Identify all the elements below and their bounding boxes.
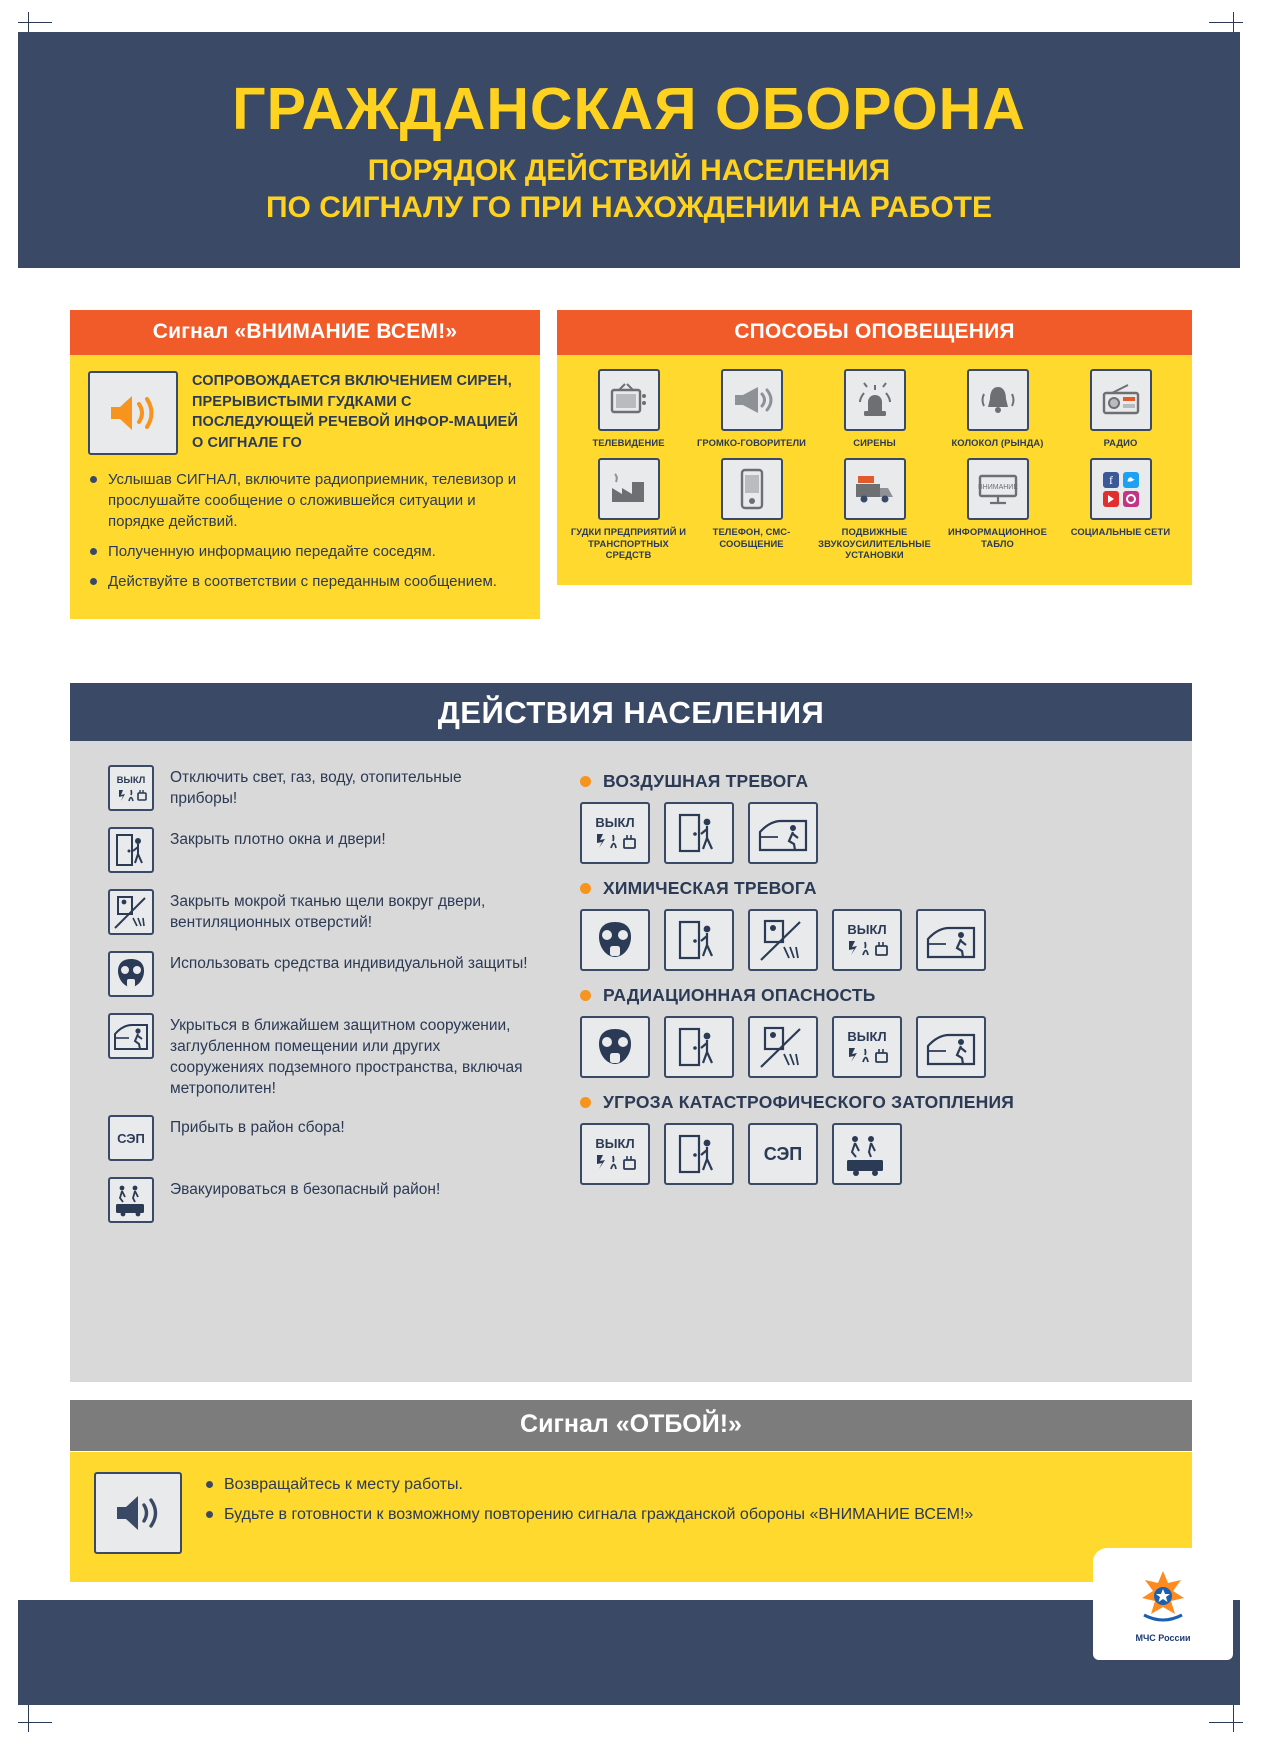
otboy-bullet-list [204, 1472, 973, 1535]
loudspeaker-icon [721, 369, 783, 431]
actions-body [70, 741, 1192, 1382]
assembly-point-label: СЭП [117, 1130, 145, 1146]
poster-header [18, 32, 1240, 268]
list-item-text: Отключить свет, газ, воду, отопительные приборы! [170, 769, 462, 808]
otboy-body [70, 1452, 1192, 1582]
footer-bar [18, 1600, 1240, 1705]
svg-text:ВЫКЛ: ВЫКЛ [595, 1136, 635, 1151]
power-off-icon [580, 802, 650, 864]
actions-heading: ДЕЙСТВИЯ НАСЕЛЕНИЯ [70, 683, 1192, 745]
alarm-icon-row [580, 1016, 1160, 1078]
notification-item-social [1062, 458, 1180, 560]
close-doors-windows-icon [664, 909, 734, 971]
svg-text:ВЫКЛ: ВЫКЛ [116, 775, 146, 786]
signal-panel-heading: Сигнал «ВНИМАНИЕ ВСЕМ!» [70, 310, 540, 355]
notification-item-label: ПОДВИЖНЫЕ ЗВУКОУСИЛИТЕЛЬНЫЕ УСТАНОВКИ [818, 526, 931, 561]
crop-mark [1209, 1722, 1243, 1723]
close-doors-windows-icon [664, 802, 734, 864]
crop-mark [1209, 22, 1243, 23]
bullet-dot-icon [580, 776, 591, 787]
evacuation-bus-icon [832, 1123, 902, 1185]
power-off-icon [832, 1016, 902, 1078]
alarm-icon-row [580, 1123, 1160, 1185]
factory-icon [598, 458, 660, 520]
speaker-icon [88, 371, 178, 455]
list-item [108, 1115, 528, 1161]
gas-mask-icon [108, 951, 154, 997]
notification-item-info-board [939, 458, 1057, 560]
loudspeaker-van-icon [844, 458, 906, 520]
list-item-text: Использовать средства индивидуальной защиты! [170, 955, 528, 972]
assembly-point-label: СЭП [763, 1143, 803, 1164]
actions-left-list [108, 765, 528, 1239]
seal-gaps-icon [108, 889, 154, 935]
notification-item-factory [570, 458, 688, 560]
svg-text:ВНИМАНИЕ: ВНИМАНИЕ [977, 484, 1018, 492]
list-item: Возвращайтесь к месту работы. [204, 1474, 973, 1496]
information-board-icon [967, 458, 1029, 520]
close-doors-windows-icon [108, 827, 154, 873]
notification-item-label: ИНФОРМАЦИОННОЕ ТАБЛО [948, 526, 1047, 549]
notification-item-label: ТЕЛЕФОН, СМС-СООБЩЕНИЕ [712, 526, 791, 549]
list-item: Будьте в готовности к возможному повторению сигнала гражданской обороны «ВНИМАНИЕ ВСЕМ!» [204, 1504, 973, 1526]
list-item [108, 765, 528, 811]
signal-description: СОПРОВОЖДАЕТСЯ ВКЛЮЧЕНИЕМ СИРЕН, ПРЕРЫВИСТЫМИ ГУДКАМИ С ПОСЛЕДУЮЩЕЙ РЕЧЕВОЙ ИНФОР-МАЦИЕЙ О СИГНАЛЕ ГО [192, 373, 518, 451]
list-item-text: Эвакуироваться в безопасный район! [170, 1181, 441, 1199]
evacuation-bus-icon [108, 1177, 154, 1223]
alarm-title-text: ХИМИЧЕСКАЯ ТРЕВОГА [603, 878, 817, 898]
list-item [108, 1177, 528, 1223]
assembly-point-icon [108, 1115, 154, 1161]
list-item-text: Закрыть мокрой тканью щели вокруг двери, вентиляционных отверстий! [170, 893, 486, 932]
notification-item-bell [939, 369, 1057, 448]
list-item [108, 889, 528, 935]
shelter-icon [916, 1016, 986, 1078]
list-item-text: Закрыть плотно окна и двери! [170, 831, 386, 848]
list-item: Действуйте в соответствии с переданным сообщением. [88, 571, 522, 592]
speaker-mute-icon [94, 1472, 182, 1554]
emblem-label: МЧС России [1135, 1633, 1191, 1643]
power-off-icon [108, 765, 154, 811]
page-subtitle [266, 152, 992, 227]
radio-icon [1090, 369, 1152, 431]
alarm-title-text: УГРОЗА КАТАСТРОФИЧЕСКОГО ЗАТОПЛЕНИЯ [603, 1092, 1015, 1112]
alarm-title-text: РАДИАЦИОННАЯ ОПАСНОСТЬ [603, 985, 876, 1005]
close-doors-windows-icon [664, 1016, 734, 1078]
list-item [108, 827, 528, 873]
power-off-icon [580, 1123, 650, 1185]
tv-icon [598, 369, 660, 431]
shelter-icon [108, 1013, 154, 1059]
svg-text:f: f [1108, 473, 1113, 488]
mobile-phone-icon [721, 458, 783, 520]
notification-item-radio [1062, 369, 1180, 448]
close-doors-windows-icon [664, 1123, 734, 1185]
seal-gaps-icon [748, 1016, 818, 1078]
siren-icon [844, 369, 906, 431]
bell-icon [967, 369, 1029, 431]
alarm-title-radiation [580, 985, 1160, 1006]
shelter-icon [748, 802, 818, 864]
alarm-icon-row [580, 909, 1160, 971]
notification-item-sirens [816, 369, 934, 448]
list-item [108, 951, 528, 997]
notification-item-label: ГУДКИ ПРЕДПРИЯТИЙ И ТРАНСПОРТНЫХ СРЕДСТВ [570, 526, 687, 561]
list-item-text: Укрыться в ближайшем защитном сооружении, заглубленном помещении или других сооружениях подземного пространства, включая метрополитен! [170, 1017, 523, 1098]
notification-item-label: СИРЕНЫ [853, 437, 896, 448]
svg-text:ВЫКЛ: ВЫКЛ [595, 815, 635, 830]
emchs-emblem [1093, 1548, 1233, 1660]
signal-bullet-list [88, 469, 522, 592]
list-item [108, 1013, 528, 1099]
crop-mark [18, 1722, 52, 1723]
bullet-dot-icon [580, 883, 591, 894]
seal-gaps-icon [748, 909, 818, 971]
alarm-sequences [580, 757, 1160, 1189]
notification-panel-heading: СПОСОБЫ ОПОВЕЩЕНИЯ [557, 310, 1192, 355]
svg-text:ВЫКЛ: ВЫКЛ [847, 1029, 887, 1044]
alarm-title-air [580, 771, 1160, 792]
subtitle-line-1: ПОРЯДОК ДЕЙСТВИЙ НАСЕЛЕНИЯ [367, 153, 891, 187]
notification-item-label: РАДИО [1103, 437, 1138, 448]
notification-item-tv [570, 369, 688, 448]
notification-item-label: СОЦИАЛЬНЫЕ СЕТИ [1070, 526, 1171, 538]
signal-description-row [88, 371, 522, 455]
social-networks-icon [1090, 458, 1152, 520]
notification-icon-grid [557, 355, 1192, 585]
subtitle-line-2: ПО СИГНАЛУ ГО ПРИ НАХОЖДЕНИИ НА РАБОТЕ [265, 191, 993, 225]
crop-mark [18, 22, 52, 23]
notification-item-label: КОЛОКОЛ (РЫНДА) [951, 437, 1044, 448]
notification-item-label: ТЕЛЕВИДЕНИЕ [592, 437, 665, 448]
alarm-icon-row [580, 802, 1160, 864]
alarm-title-text: ВОЗДУШНАЯ ТРЕВОГА [603, 771, 809, 791]
otboy-heading: Сигнал «ОТБОЙ!» [70, 1400, 1192, 1451]
page-title: ГРАЖДАНСКАЯ ОБОРОНА [232, 76, 1026, 143]
list-item-text: Прибыть в район сбора! [170, 1119, 345, 1137]
svg-text:ВЫКЛ: ВЫКЛ [847, 922, 887, 937]
list-item: Полученную информацию передайте соседям. [88, 541, 522, 562]
notification-item-mobile-units [816, 458, 934, 560]
signal-panel-body [70, 355, 540, 619]
gas-mask-icon [580, 909, 650, 971]
power-off-icon [832, 909, 902, 971]
bullet-dot-icon [580, 1097, 591, 1108]
notification-item-phone [693, 458, 811, 560]
bullet-dot-icon [580, 990, 591, 1001]
notification-methods-panel [557, 310, 1192, 585]
signal-panel [70, 310, 540, 619]
assembly-point-icon [748, 1123, 818, 1185]
gas-mask-icon [580, 1016, 650, 1078]
alarm-title-chemical [580, 878, 1160, 899]
notification-item-label: ГРОМКО-ГОВОРИТЕЛИ [697, 437, 806, 448]
shelter-icon [916, 909, 986, 971]
alarm-title-flood [580, 1092, 1160, 1113]
notification-item-loudspeakers [693, 369, 811, 448]
top-section [70, 310, 1192, 666]
list-item: Услышав СИГНАЛ, включите радиоприемник, телевизор и прослушайте сообщение о сложившейся ситуации и порядке действий. [88, 469, 522, 532]
